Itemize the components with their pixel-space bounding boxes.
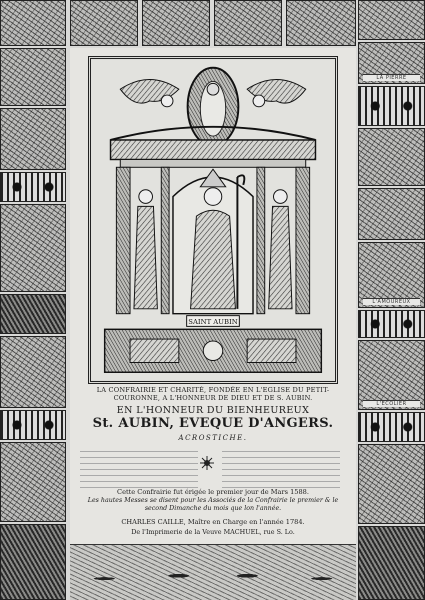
acrostic-label: ACROSTICHE. [178, 434, 248, 442]
sunburst-icon [200, 456, 214, 470]
right-woodcut-strip [358, 0, 425, 600]
woodcut-panel [358, 340, 425, 410]
founding-date: Cette Confrairie fut érigée le premier jour de Mars 1588. [117, 488, 309, 496]
woodcut-panel [358, 0, 425, 40]
woodcut-panel [358, 42, 425, 84]
woodcut-panel [0, 108, 66, 170]
ornament-panel [358, 310, 425, 338]
ornament-panel [358, 412, 425, 442]
ornament-panel [0, 410, 66, 440]
bottom-woodcut-band [70, 544, 356, 600]
woodcut-panel [0, 336, 66, 408]
altar-engraving [88, 56, 338, 384]
masses-note: Les hautes Messes se disent pour les Associés de la Confrairie le premier & le second Dimanche du mois que lon l'année. [87, 497, 339, 512]
acrostic-poem-left [80, 446, 198, 489]
woodcut-panel [0, 524, 66, 600]
woodcut-panel [0, 294, 66, 334]
altar-illustration [91, 59, 335, 381]
woodcut-panel [286, 0, 356, 46]
acrostic-poem-right [222, 446, 340, 489]
woodcut-panel [142, 0, 210, 46]
panel-caption: L'AMOUREUX [372, 299, 411, 305]
woodcut-panel [0, 0, 66, 46]
title-line-1: EN L'HONNEUR DU BIENHEUREUX [116, 405, 310, 416]
woodcut-panel [358, 242, 425, 308]
woodcut-panel [0, 204, 66, 292]
title-line-2: St. AUBIN, EVEQUE D'ANGERS. [92, 416, 334, 431]
woodcut-panel [358, 188, 425, 240]
panel-caption: LA PIERRE [376, 75, 407, 81]
ornament-panel [0, 172, 66, 202]
panel-caption: L'ECOLIER [376, 401, 407, 407]
master-in-charge: CHARLES CAILLE, Maître en Charge en l'année 1784. [121, 518, 305, 526]
printer-imprint: De l'Imprimerie de la Veuve MACHUEL, rue S. Lo. [131, 528, 295, 536]
woodcut-panel [0, 48, 66, 106]
woodcut-panel [70, 0, 138, 46]
main-sheet [70, 48, 356, 600]
woodcut-panel [358, 526, 425, 600]
woodcut-panel [0, 442, 66, 522]
left-woodcut-strip [0, 0, 66, 600]
woodcut-panel [214, 0, 282, 46]
saint-caption: SAINT AUBIN [188, 317, 238, 326]
top-woodcut-strip [70, 0, 356, 46]
woodcut-panel [358, 128, 425, 186]
confraternity-intro: LA CONFRAIRIE ET CHARITÉ, FONDÉE EN L'EGLISE DU PETIT-COURONNE, A L'HONNEUR DE DIEU ET DE S. AUBIN. [96, 386, 330, 402]
woodcut-panel [358, 444, 425, 524]
ornament-panel [358, 86, 425, 126]
